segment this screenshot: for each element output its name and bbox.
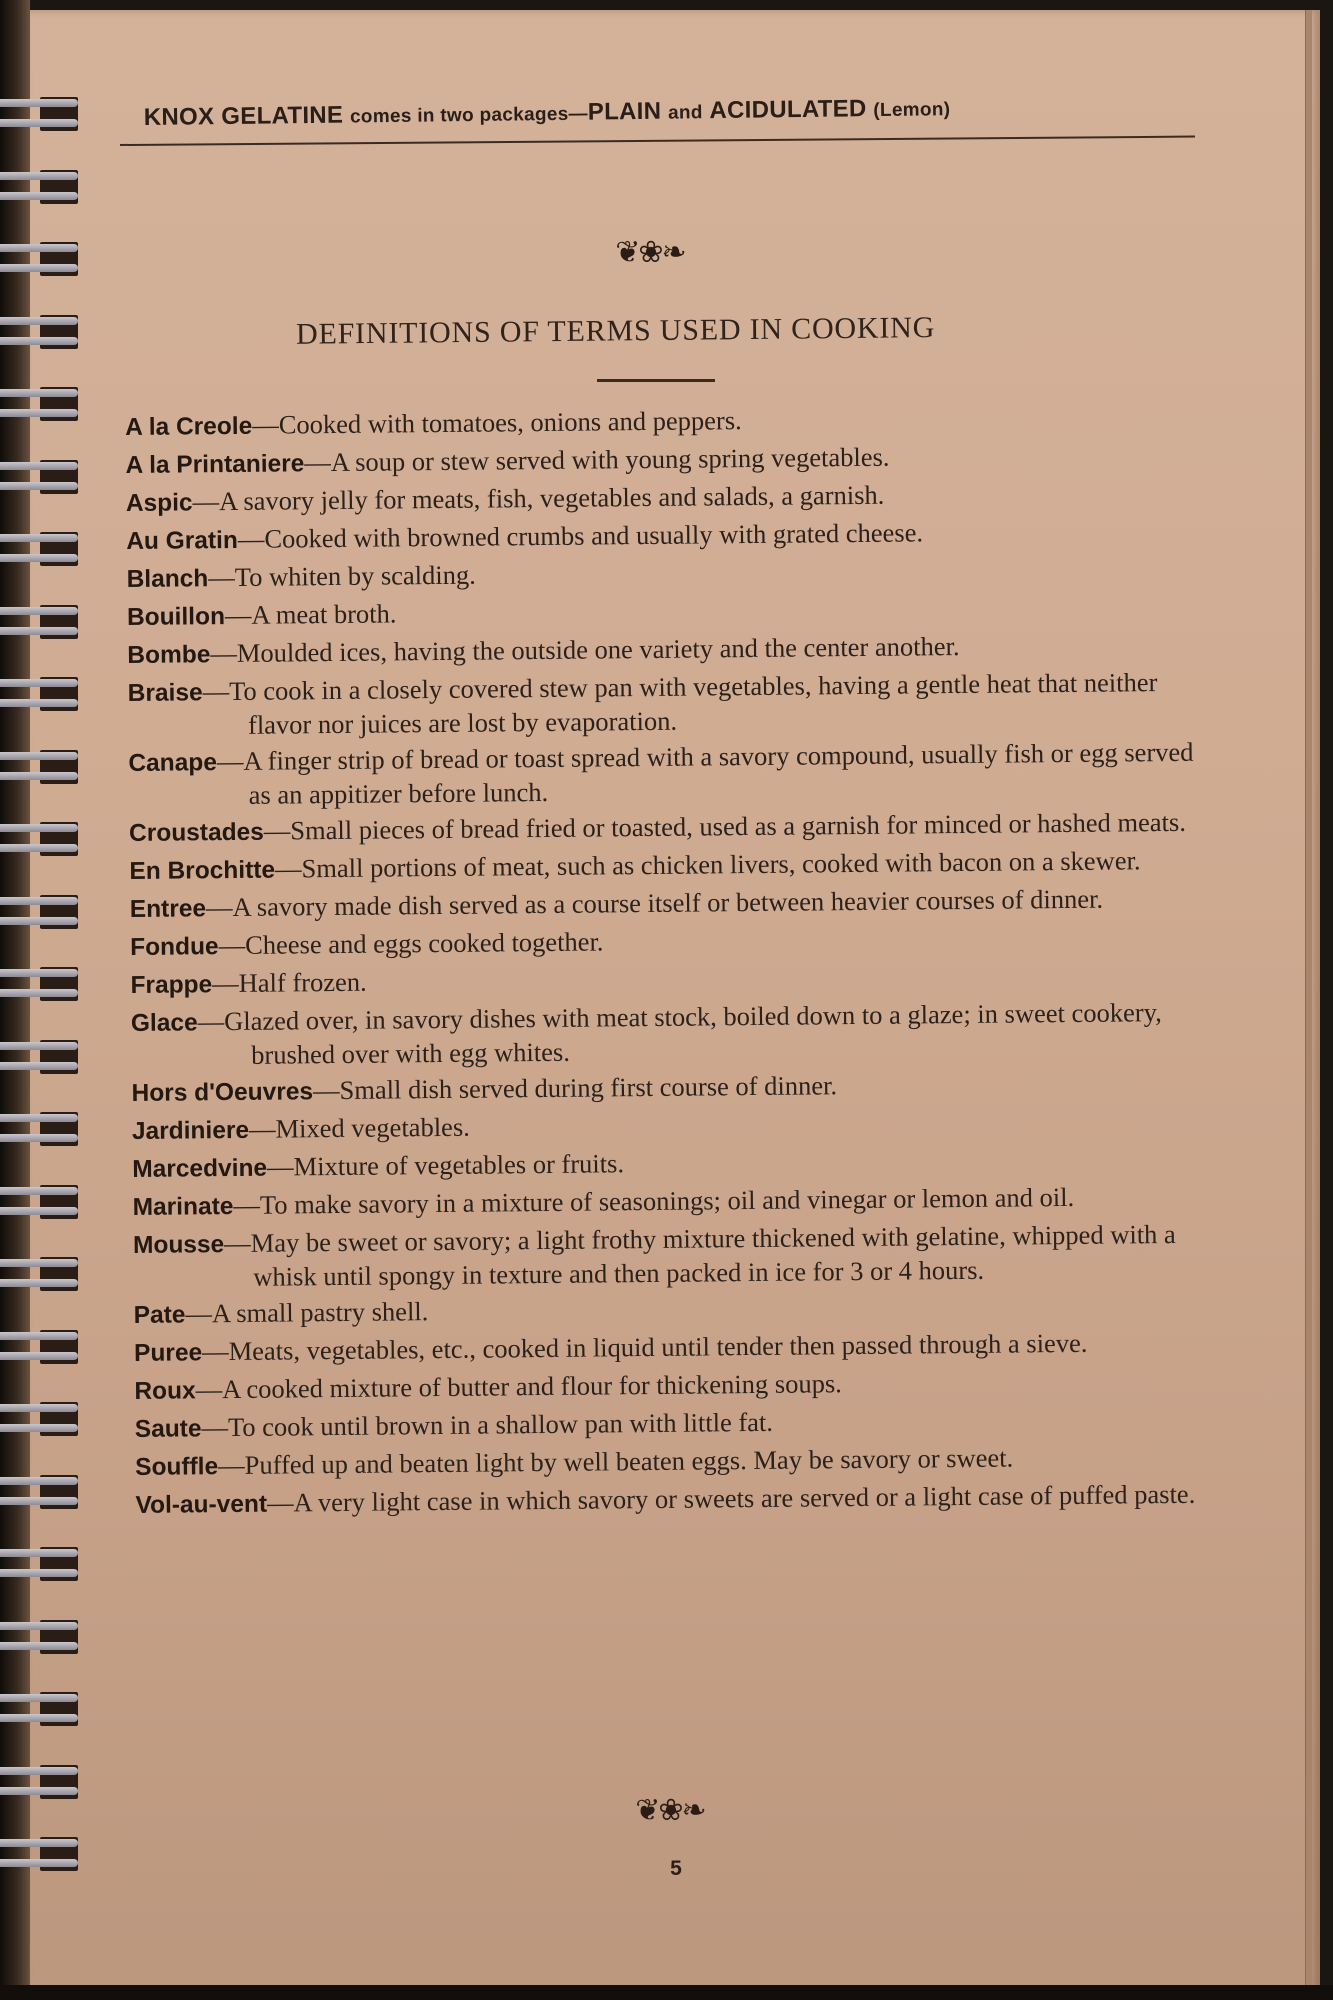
binding-coil [0,1255,82,1295]
definition-term: Bouillon [126,603,226,631]
definition-term: En Brochitte [129,856,276,885]
em-dash-separator: — [185,1298,213,1329]
definition-entry [129,844,1209,888]
definition-text: A savory jelly for meats, fish, vegetables and salads, a garnish. [218,479,885,517]
definition-entry [127,628,1207,672]
em-dash-separator: — [312,1074,340,1106]
definition-term: A la Creole [125,412,253,441]
em-dash-separator: — [201,1412,229,1443]
definition-entry [130,882,1210,926]
definition-term: Canape [128,749,218,777]
definition-term: Mousse [132,1231,225,1259]
title-divider [597,379,715,382]
definition-entry [133,1218,1214,1294]
em-dash-separator: — [266,1151,294,1182]
definition-term: Entree [129,895,207,923]
definition-text: May be sweet or savory; a light frothy mixture thickened with gelatine, whipped with a whisk until spongy in texture and then packed in ice for 3 or 4 hours. [250,1218,1176,1292]
definition-text: A cooked mixture of butter and flour for thickening soups. [222,1368,842,1405]
definition-text: Meats, vegetables, etc., cooked in liquid until tender then passed through a sieve. [228,1327,1088,1367]
definition-text: Puffed up and beaten light by well beaten eggs. May be savory or sweet. [244,1442,1014,1480]
definition-term: Roux [134,1377,196,1405]
binding-coil [0,95,82,135]
definition-entry [126,476,1206,520]
em-dash-separator: — [274,853,302,884]
definition-text: Small dish served during first course of dinner. [339,1070,838,1105]
definition-term: Puree [133,1339,203,1367]
em-dash-separator: — [197,1006,225,1037]
binding-coil [0,240,82,280]
definition-term: A la Printaniere [125,450,305,479]
definition-text: Cooked with tomatoes, onions and peppers. [278,405,742,440]
em-dash-separator: — [248,1113,276,1144]
definition-text: Moulded ices, having the outside one variety and the center another. [236,631,960,668]
binding-coil [0,458,82,498]
definition-term: Croustades [128,818,264,847]
em-dash-separator: — [266,1487,294,1518]
em-dash-separator: — [224,1227,251,1259]
definition-text: Glazed over, in savory dishes with meat stock, boiled down to a glaze; in sweet cookery, brushed over with egg whites. [223,997,1162,1070]
definition-entry [132,1104,1212,1148]
binding-coil [0,1473,82,1513]
binding-coil [0,820,82,860]
floral-ornament-icon: ❦❀❧ [615,235,685,269]
em-dash-separator: — [304,447,331,478]
definition-entry [128,736,1209,812]
definition-entry [131,1066,1211,1110]
definition-entry [132,1180,1212,1224]
definition-entry [127,590,1207,634]
em-dash-separator: — [263,815,291,846]
definition-term: Marinate [132,1192,234,1221]
floral-ornament-icon: ❦❀❧ [635,1793,705,1827]
definition-entry [126,552,1206,596]
em-dash-separator: — [210,637,238,669]
binding-coil [0,1328,82,1368]
definition-term: Saute [134,1415,202,1443]
definition-entry [126,514,1206,558]
definition-entry [130,958,1210,1002]
binding-coil [0,1763,82,1803]
definition-term: Glace [130,1009,198,1037]
em-dash-separator: — [218,1449,245,1481]
definition-term: Bombe [127,641,211,669]
definition-entry [132,1142,1212,1186]
definition-term: Vol-au-vent [135,1490,268,1519]
binding-coil [0,530,82,570]
em-dash-separator: — [216,745,244,777]
definition-text: A very light case in which savory or sweets are served or a light case of puffed paste. [293,1478,1196,1518]
definition-text: A soup or stew served with young spring vegetables. [330,441,890,478]
binding-coil [0,313,82,353]
definition-text: To cook in a closely covered stew pan with vegetables, having a gentle heat that neither flavor nor juices are lost by evaporation. [228,667,1158,740]
binding-coil [0,893,82,933]
em-dash-separator: — [192,486,220,517]
definition-term: Braise [127,679,203,707]
definition-entry [134,1326,1214,1370]
definition-term: Pate [133,1301,186,1329]
em-dash-separator: — [202,676,230,707]
definition-entry [125,438,1205,482]
em-dash-separator: — [208,561,235,593]
running-head: KNOX GELATINE comes in two packages—PLAIN and ACIDULATED (Lemon) [143,95,951,132]
definition-text: Mixed vegetables. [275,1111,470,1144]
definition-text: A small pastry shell. [211,1296,429,1329]
definition-text: Cooked with browned crumbs and usually with grated cheese. [264,517,924,554]
binding-coil [0,1400,82,1440]
binding-coil [0,675,82,715]
binding-coil [0,1183,82,1223]
definition-term: Blanch [126,565,209,593]
binding-coil [0,385,82,425]
binding-coil [0,965,82,1005]
definition-entry [128,666,1209,742]
definition-term: Fondue [130,933,219,961]
definition-text: A savory made dish served as a course itself or between heavier courses of dinner. [232,883,1104,922]
definition-term: Frappe [130,971,213,999]
definitions-list [125,400,1216,1526]
definition-text: A finger strip of bread or toast spread with a savory compound, usually fish or egg served as an appitizer before lunch. [243,736,1194,810]
em-dash-separator: — [212,967,239,999]
binding-coil [0,1618,82,1658]
definition-text: To whiten by scalding. [234,559,476,592]
page-title: DEFINITIONS OF TERMS USED IN COOKING [295,311,936,351]
definition-text: Small portions of meat, such as chicken livers, cooked with bacon on a skewer. [301,845,1141,884]
definition-term: Au Gratin [126,526,239,555]
definition-text: A meat broth. [251,598,397,630]
definition-text: Cheese and eggs cooked together. [244,926,604,960]
definition-text: Mixture of vegetables or fruits. [293,1148,625,1182]
definition-entry [134,1364,1214,1408]
binding-coil [0,1545,82,1585]
definition-entry [131,996,1212,1072]
em-dash-separator: — [252,409,279,440]
em-dash-separator: — [205,891,233,923]
page-edge [1305,10,1312,1995]
em-dash-separator: — [218,929,246,961]
definition-text: Small pieces of bread fried or toasted, used as a garnish for minced or hashed meats. [290,806,1187,846]
running-head-brand: KNOX GELATINE [143,101,344,132]
em-dash-separator: — [195,1374,223,1405]
definition-entry [130,920,1210,964]
page-bottom-shadow [0,1985,1333,2000]
definition-term: Aspic [125,489,193,517]
definition-term: Marcedvine [132,1154,268,1183]
binding-coil [0,603,82,643]
definition-text: To cook until brown in a shallow pan with little fat. [227,1406,774,1443]
definition-text: Half frozen. [238,966,367,998]
em-dash-separator: — [237,523,265,554]
definition-term: Hors d'Oeuvres [131,1078,314,1107]
definition-entry [135,1440,1215,1484]
binding-coil [0,168,82,208]
page-number: 5 [670,1857,682,1880]
definition-text: To make savory in a mixture of seasonings; oil and vinegar or lemon and oil. [259,1181,1075,1220]
definition-term: Souffle [135,1453,219,1481]
definition-term: Jardiniere [131,1116,250,1145]
definition-entry [135,1478,1215,1522]
definition-entry [129,806,1209,850]
binding-coil [0,1110,82,1150]
definition-entry [135,1402,1215,1446]
binding-coil [0,1038,82,1078]
em-dash-separator: — [233,1189,261,1220]
binding-coil [0,1690,82,1730]
definition-entry [134,1288,1214,1332]
binding-coil [0,1835,82,1875]
em-dash-separator: — [224,599,252,631]
em-dash-separator: — [201,1336,229,1367]
binding-coil [0,748,82,788]
